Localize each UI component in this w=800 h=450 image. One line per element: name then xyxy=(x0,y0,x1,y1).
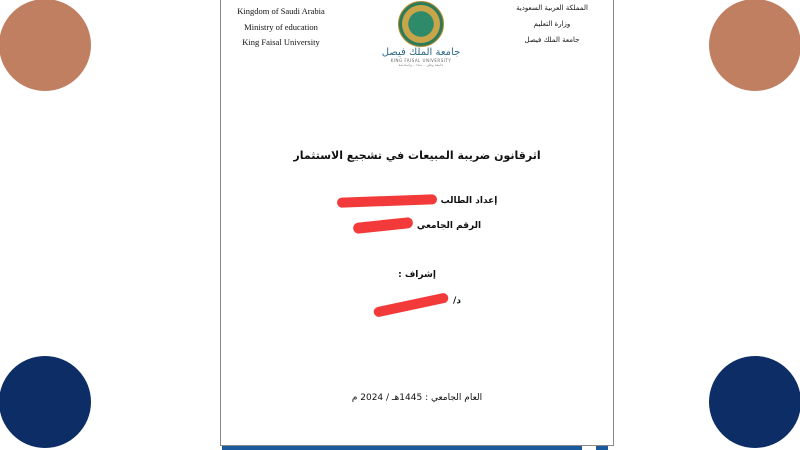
header-ar-line-2: وزارة التعليم xyxy=(533,20,571,28)
redaction-mark xyxy=(352,217,413,234)
supervisor-line xyxy=(221,292,613,310)
logo-tagline: جامعة وطن .. نماء .. واستدامة xyxy=(398,63,444,67)
logo-arabic: جامعة الملك فيصل xyxy=(381,47,461,58)
university-seal-icon xyxy=(398,1,444,47)
supervisor-prefix: د/ xyxy=(453,296,461,306)
decorative-circle-bottom-right xyxy=(709,356,800,448)
header-en-line-1: Kingdom of Saudi Arabia xyxy=(237,6,325,16)
document-title: اثرقانون ضريبة المبيعات في تشجيع الاستثمار xyxy=(293,149,541,162)
decorative-circle-top-left xyxy=(0,0,91,91)
decorative-circle-top-right xyxy=(709,0,800,91)
decorative-circle-bottom-left xyxy=(0,356,91,448)
header-en-line-3: King Faisal University xyxy=(242,37,320,47)
header-en-line-2: Ministry of education xyxy=(244,22,318,32)
academic-year: العام الجامعي : 1445هـ / 2024 م xyxy=(351,393,483,403)
student-id-label: الرقم الجامعي xyxy=(416,220,482,231)
redaction-mark xyxy=(336,194,436,207)
header-ar-line-3: جامعة الملك فيصل xyxy=(524,36,580,44)
student-name-line xyxy=(221,196,613,206)
bottom-bar xyxy=(222,446,582,450)
header-ar-line-1: المملكة العربية السعودية xyxy=(516,4,588,12)
student-label: إعداد الطالب xyxy=(440,196,498,206)
logo-english: KING FAISAL UNIVERSITY xyxy=(390,58,452,63)
redaction-mark xyxy=(373,292,449,318)
document-page xyxy=(220,0,614,446)
bottom-bar-end xyxy=(596,446,608,450)
student-id-line xyxy=(221,220,613,231)
supervision-label: إشراف : xyxy=(398,270,436,280)
university-logo xyxy=(381,1,461,67)
